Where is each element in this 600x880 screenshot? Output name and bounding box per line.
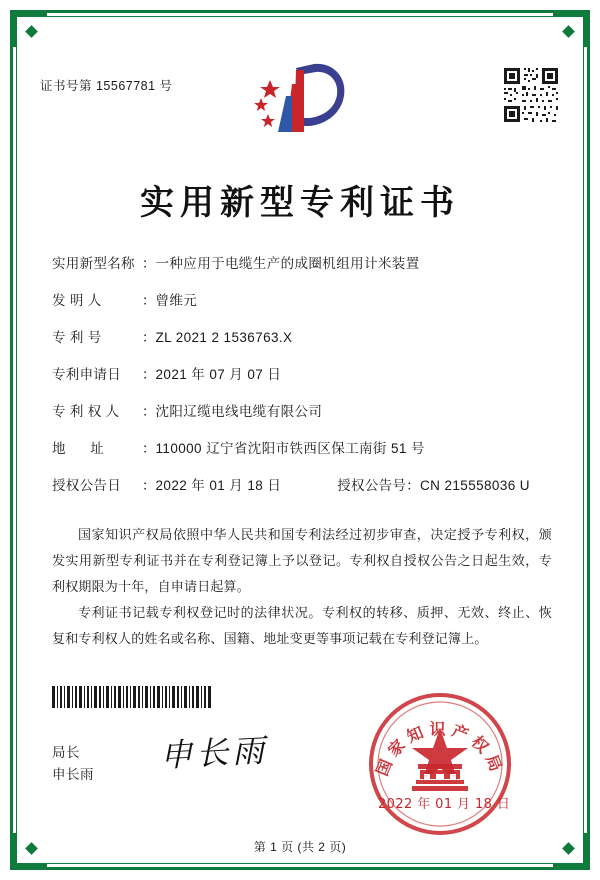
body-paragraph-2: 专利证书记载专利权登记时的法律状况。专利权的转移、质押、无效、终止、恢复和专利权人的姓名或名称、国籍、地址变更等事项记载在专利登记簿上。 [52, 605, 552, 646]
field-row-patentee [52, 400, 552, 420]
field-value: 2021 年 07 月 07 日 [155, 367, 282, 382]
field-label: 专利申请日 [52, 367, 121, 382]
qr-code-icon [502, 66, 560, 124]
field-label: 发 明 人 [52, 293, 102, 308]
seal-date: 2022 年 01 月 18 日 [378, 797, 511, 812]
barcode-icon [52, 686, 212, 708]
page-title: 实用新型专利证书 [140, 183, 460, 223]
field-colon: ： [142, 330, 156, 345]
field-value: ZL 2021 2 1536763.X [155, 330, 293, 345]
field-colon: ： [142, 256, 156, 271]
field-label: 授权公告日 [52, 478, 121, 493]
field-row-address [52, 437, 552, 457]
field-value: 110000 辽宁省沈阳市铁西区保工南街 51 号 [155, 441, 425, 456]
director-label: 局长 [52, 745, 80, 760]
certificate-fields [52, 252, 552, 511]
field-label: 实用新型名称 [52, 256, 135, 271]
body-paragraph-1: 国家知识产权局依照中华人民共和国专利法经过初步审查，决定授予专利权，颁发实用新型专利证书并在专利登记簿上予以登记。专利权自授权公告之日起生效，专利权期限为十年，自申请日起算。 [52, 527, 552, 594]
certificate-body [52, 522, 552, 652]
field-colon: ： [142, 404, 156, 419]
field-label: 专 利 号 [52, 330, 102, 345]
field-value: 2022 年 01 月 18 日 [155, 478, 282, 493]
patent-emblem-icon [252, 62, 348, 144]
handwritten-signature: 申长雨 [159, 731, 270, 775]
field-value: 沈阳辽缆电线电缆有限公司 [155, 404, 323, 419]
field-colon: ： [142, 367, 156, 382]
field-colon: ： [142, 441, 156, 456]
field-label-announcement-no: 授权公告号： [337, 478, 421, 493]
official-seal-icon [366, 690, 514, 838]
signature-block [52, 742, 94, 785]
certificate-number: 证书号第 15567781 号 [40, 79, 173, 93]
field-value-announcement-no: CN 215558036 U [420, 478, 530, 493]
page-footer: 第 1 页 (共 2 页) [253, 840, 347, 854]
field-label: 地 址 [52, 441, 115, 456]
field-row-utility-model-name [52, 252, 552, 272]
field-row-application-date [52, 363, 552, 383]
field-colon: ： [142, 293, 156, 308]
field-value: 一种应用于电缆生产的成圈机组用计米装置 [155, 256, 420, 271]
field-value: 曾维元 [155, 293, 198, 308]
field-label: 专 利 权 人 [52, 404, 120, 419]
director-name: 申长雨 [52, 766, 94, 782]
field-row-grant-announcement [52, 474, 552, 494]
field-colon: ： [142, 478, 156, 493]
svg-text:国家知识产权局: 国家知识产权局 [372, 719, 508, 779]
field-row-inventor [52, 289, 552, 309]
field-row-patent-number [52, 326, 552, 346]
